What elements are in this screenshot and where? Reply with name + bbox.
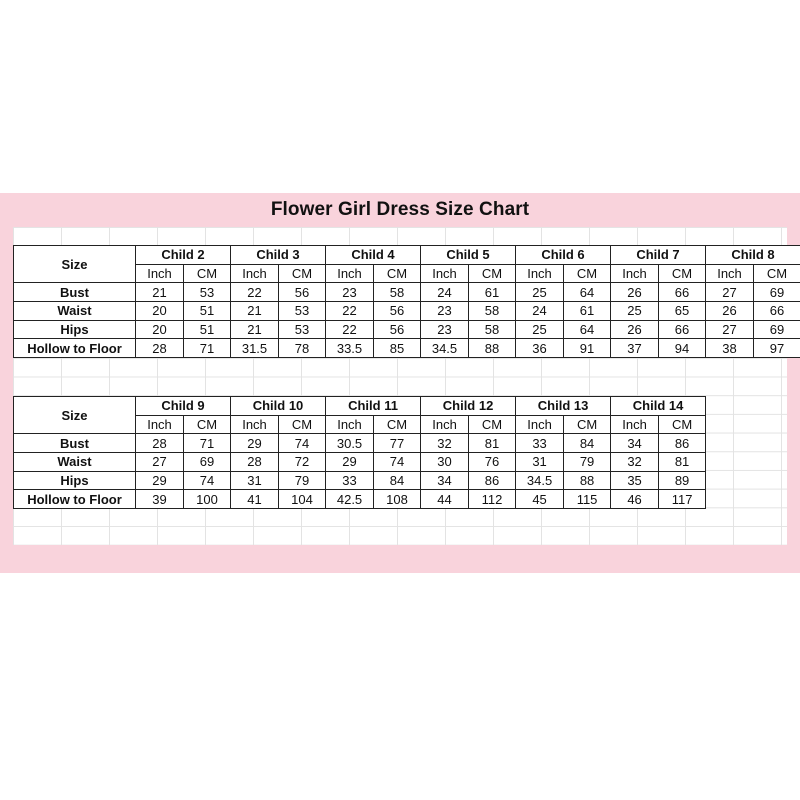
cm-value-cell: 88 <box>469 339 516 358</box>
table-row <box>14 434 706 453</box>
cm-value-cell: 84 <box>564 434 611 453</box>
child-size-header: Child 6 <box>516 246 611 265</box>
table-row <box>14 339 800 358</box>
cm-value-cell: 97 <box>754 339 800 358</box>
child-size-header: Child 9 <box>136 397 231 416</box>
cm-value-cell: 66 <box>659 283 706 302</box>
inch-value-cell: 22 <box>231 283 279 302</box>
cm-value-cell: 115 <box>564 490 611 509</box>
inch-value-cell: 31.5 <box>231 339 279 358</box>
child-size-header: Child 3 <box>231 246 326 265</box>
inch-unit-header: Inch <box>516 264 564 283</box>
inch-unit-header: Inch <box>136 264 184 283</box>
cm-value-cell: 61 <box>469 283 516 302</box>
inch-unit-header: Inch <box>326 415 374 434</box>
cm-value-cell: 69 <box>184 453 231 472</box>
cm-unit-header: CM <box>564 264 611 283</box>
cm-value-cell: 58 <box>469 320 516 339</box>
cm-unit-header: CM <box>659 415 706 434</box>
cm-value-cell: 85 <box>374 339 421 358</box>
measurement-label: Bust <box>14 283 136 302</box>
inch-value-cell: 28 <box>136 339 184 358</box>
size-header-cell: Size <box>14 246 136 283</box>
cm-value-cell: 53 <box>184 283 231 302</box>
size-header-row <box>14 397 706 416</box>
inch-value-cell: 29 <box>136 471 184 490</box>
inch-unit-header: Inch <box>706 264 754 283</box>
inch-value-cell: 21 <box>231 302 279 321</box>
inch-value-cell: 21 <box>136 283 184 302</box>
inch-value-cell: 32 <box>611 453 659 472</box>
cm-value-cell: 61 <box>564 302 611 321</box>
cm-value-cell: 56 <box>279 283 326 302</box>
cm-value-cell: 74 <box>374 453 421 472</box>
cm-unit-header: CM <box>564 415 611 434</box>
inch-value-cell: 29 <box>326 453 374 472</box>
cm-value-cell: 56 <box>374 302 421 321</box>
cm-unit-header: CM <box>279 264 326 283</box>
table-row <box>14 471 706 490</box>
inch-value-cell: 22 <box>326 320 374 339</box>
inch-value-cell: 36 <box>516 339 564 358</box>
inch-unit-header: Inch <box>326 264 374 283</box>
inch-value-cell: 23 <box>421 302 469 321</box>
inch-value-cell: 31 <box>516 453 564 472</box>
cm-value-cell: 51 <box>184 320 231 339</box>
inch-value-cell: 26 <box>706 302 754 321</box>
inch-unit-header: Inch <box>136 415 184 434</box>
cm-value-cell: 88 <box>564 471 611 490</box>
child-size-header: Child 8 <box>706 246 800 265</box>
inch-value-cell: 27 <box>706 283 754 302</box>
cm-value-cell: 117 <box>659 490 706 509</box>
cm-value-cell: 84 <box>374 471 421 490</box>
cm-unit-header: CM <box>469 415 516 434</box>
inch-unit-header: Inch <box>516 415 564 434</box>
cm-value-cell: 66 <box>659 320 706 339</box>
child-size-header: Child 2 <box>136 246 231 265</box>
cm-value-cell: 66 <box>754 302 800 321</box>
inch-value-cell: 24 <box>516 302 564 321</box>
cm-value-cell: 65 <box>659 302 706 321</box>
cm-value-cell: 71 <box>184 434 231 453</box>
cm-value-cell: 64 <box>564 320 611 339</box>
inch-value-cell: 34 <box>421 471 469 490</box>
inch-value-cell: 42.5 <box>326 490 374 509</box>
cm-value-cell: 74 <box>279 434 326 453</box>
inch-value-cell: 35 <box>611 471 659 490</box>
measurement-label: Hollow to Floor <box>14 490 136 509</box>
cm-value-cell: 71 <box>184 339 231 358</box>
cm-value-cell: 79 <box>279 471 326 490</box>
inch-value-cell: 39 <box>136 490 184 509</box>
cm-value-cell: 86 <box>659 434 706 453</box>
table-row <box>14 320 800 339</box>
cm-value-cell: 79 <box>564 453 611 472</box>
cm-value-cell: 89 <box>659 471 706 490</box>
cm-value-cell: 69 <box>754 283 800 302</box>
size-table-1 <box>13 245 800 358</box>
cm-value-cell: 72 <box>279 453 326 472</box>
inch-unit-header: Inch <box>421 264 469 283</box>
inch-value-cell: 25 <box>516 283 564 302</box>
inch-value-cell: 28 <box>231 453 279 472</box>
cm-unit-header: CM <box>184 264 231 283</box>
inch-value-cell: 22 <box>326 302 374 321</box>
inch-value-cell: 34.5 <box>516 471 564 490</box>
inch-value-cell: 23 <box>421 320 469 339</box>
inch-value-cell: 20 <box>136 302 184 321</box>
cm-value-cell: 91 <box>564 339 611 358</box>
inch-unit-header: Inch <box>611 264 659 283</box>
inch-value-cell: 45 <box>516 490 564 509</box>
cm-value-cell: 64 <box>564 283 611 302</box>
inch-value-cell: 20 <box>136 320 184 339</box>
cm-value-cell: 100 <box>184 490 231 509</box>
inch-unit-header: Inch <box>421 415 469 434</box>
inch-value-cell: 30 <box>421 453 469 472</box>
cm-unit-header: CM <box>469 264 516 283</box>
inch-value-cell: 21 <box>231 320 279 339</box>
inch-value-cell: 25 <box>611 302 659 321</box>
size-header-row <box>14 246 800 265</box>
cm-unit-header: CM <box>659 264 706 283</box>
cm-value-cell: 77 <box>374 434 421 453</box>
cm-value-cell: 108 <box>374 490 421 509</box>
inch-unit-header: Inch <box>231 415 279 434</box>
measurement-label: Waist <box>14 453 136 472</box>
cm-value-cell: 74 <box>184 471 231 490</box>
cm-unit-header: CM <box>374 415 421 434</box>
inch-unit-header: Inch <box>611 415 659 434</box>
cm-unit-header: CM <box>279 415 326 434</box>
inch-value-cell: 31 <box>231 471 279 490</box>
inch-unit-header: Inch <box>231 264 279 283</box>
cm-value-cell: 104 <box>279 490 326 509</box>
cm-value-cell: 94 <box>659 339 706 358</box>
inch-value-cell: 38 <box>706 339 754 358</box>
cm-unit-header: CM <box>374 264 421 283</box>
table-row <box>14 490 706 509</box>
cm-value-cell: 69 <box>754 320 800 339</box>
table-row <box>14 453 706 472</box>
inch-value-cell: 41 <box>231 490 279 509</box>
inch-value-cell: 28 <box>136 434 184 453</box>
cm-value-cell: 58 <box>374 283 421 302</box>
measurement-label: Waist <box>14 302 136 321</box>
inch-value-cell: 34 <box>611 434 659 453</box>
inch-value-cell: 33 <box>326 471 374 490</box>
table-row <box>14 283 800 302</box>
inch-value-cell: 44 <box>421 490 469 509</box>
inch-value-cell: 24 <box>421 283 469 302</box>
size-table-2 <box>13 396 706 509</box>
inch-value-cell: 33 <box>516 434 564 453</box>
inch-value-cell: 27 <box>136 453 184 472</box>
cm-value-cell: 76 <box>469 453 516 472</box>
cm-value-cell: 81 <box>469 434 516 453</box>
inch-value-cell: 30.5 <box>326 434 374 453</box>
cm-value-cell: 56 <box>374 320 421 339</box>
cm-value-cell: 86 <box>469 471 516 490</box>
cm-value-cell: 51 <box>184 302 231 321</box>
child-size-header: Child 11 <box>326 397 421 416</box>
cm-value-cell: 112 <box>469 490 516 509</box>
page-title: Flower Girl Dress Size Chart <box>270 199 530 220</box>
measurement-label: Hips <box>14 320 136 339</box>
table-row <box>14 302 800 321</box>
size-header-cell: Size <box>14 397 136 434</box>
child-size-header: Child 5 <box>421 246 516 265</box>
inch-value-cell: 27 <box>706 320 754 339</box>
child-size-header: Child 4 <box>326 246 421 265</box>
inch-value-cell: 33.5 <box>326 339 374 358</box>
inch-value-cell: 26 <box>611 283 659 302</box>
inch-value-cell: 37 <box>611 339 659 358</box>
cm-value-cell: 58 <box>469 302 516 321</box>
cm-unit-header: CM <box>754 264 800 283</box>
child-size-header: Child 13 <box>516 397 611 416</box>
cm-value-cell: 53 <box>279 320 326 339</box>
measurement-label: Hollow to Floor <box>14 339 136 358</box>
child-size-header: Child 12 <box>421 397 516 416</box>
child-size-header: Child 14 <box>611 397 706 416</box>
child-size-header: Child 7 <box>611 246 706 265</box>
child-size-header: Child 10 <box>231 397 326 416</box>
measurement-label: Hips <box>14 471 136 490</box>
inch-value-cell: 23 <box>326 283 374 302</box>
inch-value-cell: 46 <box>611 490 659 509</box>
inch-value-cell: 34.5 <box>421 339 469 358</box>
cm-value-cell: 78 <box>279 339 326 358</box>
inch-value-cell: 29 <box>231 434 279 453</box>
inch-value-cell: 25 <box>516 320 564 339</box>
cm-value-cell: 53 <box>279 302 326 321</box>
inch-value-cell: 26 <box>611 320 659 339</box>
measurement-label: Bust <box>14 434 136 453</box>
cm-value-cell: 81 <box>659 453 706 472</box>
cm-unit-header: CM <box>184 415 231 434</box>
inch-value-cell: 32 <box>421 434 469 453</box>
